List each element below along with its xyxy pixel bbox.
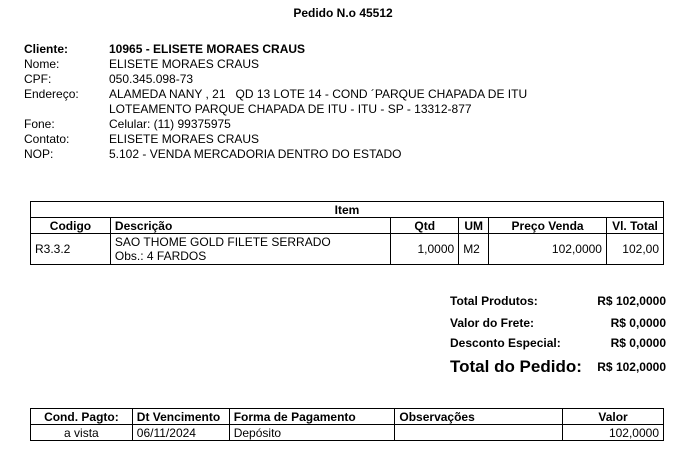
desconto-row <box>450 336 666 350</box>
cell-total: 102,00 <box>606 234 663 265</box>
col-header-observacoes: Observações <box>395 409 563 425</box>
cell-um: M2 <box>459 234 489 265</box>
cell-descricao-text: SAO THOME GOLD FILETE SERRADO <box>114 235 331 249</box>
endereco-line2: LOTEAMENTO PARQUE CHAPADA DE ITU - ITU - SP - 13312-877 <box>109 102 472 116</box>
fone-value: Celular: (11) 99375975 <box>109 117 231 131</box>
cpf-value: 050.345.098-73 <box>109 72 194 86</box>
col-header-descricao: Descrição <box>110 218 390 234</box>
total-produtos-row <box>450 294 666 308</box>
cell-valor: 102,0000 <box>563 425 664 441</box>
nome-row <box>24 57 527 72</box>
desconto-value: R$ 0,0000 <box>610 336 666 350</box>
col-header-preco: Preço Venda <box>489 218 607 234</box>
total-produtos-label: Total Produtos: <box>450 294 538 308</box>
nome-label: Nome: <box>24 57 60 71</box>
cliente-value: 10965 - ELISETE MORAES CRAUS <box>109 42 306 56</box>
payment-header-row <box>31 409 664 425</box>
total-produtos-value: R$ 102,0000 <box>597 294 666 308</box>
cell-codigo: R3.3.2 <box>31 234 111 265</box>
cell-preco: 102,0000 <box>489 234 607 265</box>
payment-table <box>30 408 664 441</box>
table-row <box>31 234 664 265</box>
endereco-row <box>24 87 527 102</box>
cell-descricao <box>110 234 390 265</box>
desconto-label: Desconto Especial: <box>450 336 561 350</box>
cliente-row <box>24 42 527 57</box>
endereco-line1: ALAMEDA NANY , 21 QD 13 LOTE 14 - COND ´PARQUE CHAPADA DE ITU <box>109 87 528 101</box>
fone-label: Fone: <box>24 117 55 131</box>
cell-forma-pagamento: Depósito <box>229 425 395 441</box>
col-header-codigo: Codigo <box>31 218 111 234</box>
page-title: Pedido N.o 45512 <box>293 6 393 20</box>
col-header-valor: Valor <box>563 409 664 425</box>
col-header-um: UM <box>459 218 489 234</box>
cell-obs-text: Obs.: 4 FARDOS <box>114 249 207 263</box>
cell-dt-vencimento: 06/11/2024 <box>132 425 229 441</box>
total-pedido-row <box>450 357 666 377</box>
col-header-cond-pagto: Cond. Pagto: <box>31 409 133 425</box>
endereco-row-2 <box>24 102 527 117</box>
cell-observacoes <box>395 425 563 441</box>
cliente-label: Cliente: <box>24 42 69 56</box>
nop-value: 5.102 - VENDA MERCADORIA DENTRO DO ESTADO <box>109 147 402 161</box>
contato-value: ELISETE MORAES CRAUS <box>109 132 260 146</box>
valor-frete-value: R$ 0,0000 <box>610 316 666 330</box>
customer-info <box>24 42 527 162</box>
items-table <box>30 201 664 265</box>
col-header-forma-pagamento: Forma de Pagamento <box>229 409 395 425</box>
total-pedido-value: R$ 102,0000 <box>597 360 666 374</box>
endereco-label: Endereço: <box>24 87 79 101</box>
valor-frete-row <box>450 316 666 330</box>
cell-qtd: 1,0000 <box>391 234 459 265</box>
items-header-row <box>31 218 664 234</box>
col-header-dt-vencimento: Dt Vencimento <box>132 409 229 425</box>
cpf-row <box>24 72 527 87</box>
nop-label: NOP: <box>24 147 54 161</box>
fone-row <box>24 117 527 132</box>
cell-cond-pagto: a vista <box>31 425 133 441</box>
total-pedido-label: Total do Pedido: <box>450 357 582 376</box>
nome-value: ELISETE MORAES CRAUS <box>109 57 260 71</box>
col-header-qtd: Qtd <box>391 218 459 234</box>
contato-row <box>24 132 527 147</box>
contato-label: Contato: <box>24 132 70 146</box>
valor-frete-label: Valor do Frete: <box>450 316 535 330</box>
col-header-total: Vl. Total <box>606 218 663 234</box>
nop-row <box>24 147 527 162</box>
cpf-label: CPF: <box>24 72 52 86</box>
items-section-title: Item <box>31 202 664 218</box>
table-row <box>31 425 664 441</box>
